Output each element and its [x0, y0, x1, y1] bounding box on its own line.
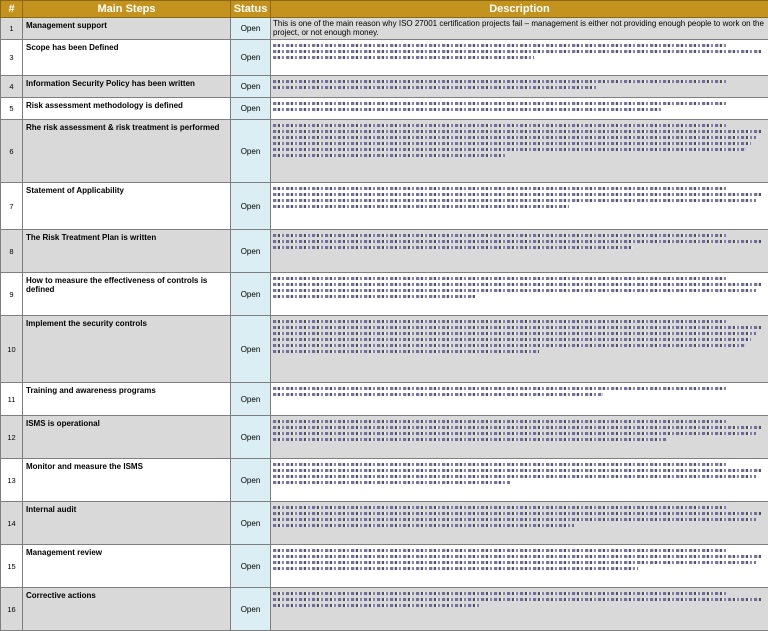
blurred-text-line [273, 518, 756, 521]
blurred-text-line [273, 604, 480, 607]
blurred-text-line [273, 561, 756, 564]
description-text: This is one of the main reason why ISO 27001 certification projects fail – management is either not providing enough people to work on the project, or not enough money. [273, 19, 764, 37]
row-number: 1 [1, 18, 23, 40]
blurred-text-line [273, 481, 510, 484]
blurred-text-line [273, 438, 667, 441]
blurred-text-line [273, 102, 727, 105]
table-row [1, 383, 768, 416]
row-number: 13 [1, 459, 23, 502]
row-number: 8 [1, 230, 23, 273]
description-cell [271, 383, 768, 416]
status-cell[interactable]: Open [231, 273, 271, 316]
main-step: Information Security Policy has been written [23, 76, 231, 98]
blurred-text-line [273, 350, 539, 353]
blurred-text-line [273, 136, 756, 139]
main-step: How to measure the effectiveness of controls is defined [23, 273, 231, 316]
description-cell [271, 416, 768, 459]
table-row [1, 40, 768, 76]
description-cell [271, 76, 768, 98]
row-number: 7 [1, 183, 23, 230]
blurred-text-line [273, 44, 727, 47]
table-row [1, 18, 768, 40]
table-row [1, 588, 768, 631]
blurred-text-line [273, 295, 475, 298]
row-number: 12 [1, 416, 23, 459]
blurred-text-line [273, 344, 746, 347]
blurred-text-line [273, 199, 756, 202]
main-step: Corrective actions [23, 588, 231, 631]
status-cell[interactable]: Open [231, 502, 271, 545]
description-cell [271, 120, 768, 183]
row-number: 16 [1, 588, 23, 631]
description-cell [271, 40, 768, 76]
blurred-text-line [273, 387, 727, 390]
blurred-text-line [273, 277, 727, 280]
table-row [1, 316, 768, 383]
blurred-text-line [273, 555, 761, 558]
blurred-text-line [273, 246, 633, 249]
blurred-text-line [273, 187, 727, 190]
status-cell[interactable]: Open [231, 416, 271, 459]
description-cell [271, 273, 768, 316]
main-step: Scope has been Defined [23, 40, 231, 76]
row-number: 9 [1, 273, 23, 316]
blurred-text-line [273, 598, 761, 601]
main-step: Implement the security controls [23, 316, 231, 383]
status-cell[interactable]: Open [231, 40, 271, 76]
status-cell[interactable]: Open [231, 76, 271, 98]
status-cell[interactable]: Open [231, 230, 271, 273]
row-number: 4 [1, 76, 23, 98]
row-number: 10 [1, 316, 23, 383]
header-description: Description [271, 1, 768, 18]
blurred-text-line [273, 124, 727, 127]
header-num: # [1, 1, 23, 18]
description-cell [271, 545, 768, 588]
main-step: Risk assessment methodology is defined [23, 98, 231, 120]
description-cell [271, 230, 768, 273]
description-cell [271, 316, 768, 383]
description-cell [271, 502, 768, 545]
blurred-text-line [273, 148, 746, 151]
blurred-text-line [273, 475, 756, 478]
description-cell [271, 98, 768, 120]
blurred-text-line [273, 512, 761, 515]
blurred-text-line [273, 289, 756, 292]
status-cell[interactable]: Open [231, 18, 271, 40]
main-step: The Risk Treatment Plan is written [23, 230, 231, 273]
blurred-text-line [273, 283, 761, 286]
blurred-text-line [273, 240, 761, 243]
main-step: Monitor and measure the ISMS [23, 459, 231, 502]
table-row [1, 76, 768, 98]
table-row [1, 183, 768, 230]
status-cell[interactable]: Open [231, 383, 271, 416]
table-row [1, 416, 768, 459]
blurred-text-line [273, 108, 662, 111]
table-row [1, 502, 768, 545]
blurred-text-line [273, 567, 638, 570]
status-cell[interactable]: Open [231, 98, 271, 120]
blurred-text-line [273, 193, 761, 196]
main-step: Statement of Applicability [23, 183, 231, 230]
header-main-steps: Main Steps [23, 1, 231, 18]
main-step: Internal audit [23, 502, 231, 545]
main-step: ISMS is operational [23, 416, 231, 459]
table-row [1, 230, 768, 273]
row-number: 6 [1, 120, 23, 183]
blurred-text-line [273, 506, 727, 509]
table-row [1, 545, 768, 588]
status-cell[interactable]: Open [231, 459, 271, 502]
row-number: 3 [1, 40, 23, 76]
blurred-text-line [273, 469, 761, 472]
blurred-text-line [273, 332, 756, 335]
main-step: Management review [23, 545, 231, 588]
table-row [1, 273, 768, 316]
main-step: Training and awareness programs [23, 383, 231, 416]
status-cell[interactable]: Open [231, 183, 271, 230]
row-number: 15 [1, 545, 23, 588]
blurred-text-line [273, 463, 727, 466]
description-cell [271, 18, 768, 40]
blurred-text-line [273, 524, 574, 527]
main-step: Management support [23, 18, 231, 40]
row-number: 5 [1, 98, 23, 120]
blurred-text-line [273, 234, 727, 237]
blurred-text-line [273, 50, 761, 53]
blurred-text-line [273, 130, 761, 133]
blurred-text-line [273, 205, 569, 208]
status-cell[interactable]: Open [231, 588, 271, 631]
blurred-text-line [273, 56, 534, 59]
blurred-text-line [273, 80, 727, 83]
blurred-text-line [273, 154, 505, 157]
row-number: 14 [1, 502, 23, 545]
blurred-text-line [273, 142, 751, 145]
status-cell[interactable]: Open [231, 120, 271, 183]
table-row [1, 459, 768, 502]
table-row [1, 120, 768, 183]
status-cell[interactable]: Open [231, 316, 271, 383]
header-row [1, 1, 768, 18]
blurred-text-line [273, 320, 727, 323]
blurred-text-line [273, 86, 598, 89]
blurred-text-line [273, 549, 727, 552]
description-cell [271, 588, 768, 631]
table-row [1, 98, 768, 120]
blurred-text-line [273, 426, 761, 429]
header-status: Status [231, 1, 271, 18]
blurred-text-line [273, 432, 756, 435]
status-cell[interactable]: Open [231, 545, 271, 588]
main-step: Rhe risk assessment & risk treatment is performed [23, 120, 231, 183]
description-cell [271, 459, 768, 502]
description-cell [271, 183, 768, 230]
blurred-text-line [273, 420, 727, 423]
blurred-text-line [273, 338, 751, 341]
row-number: 11 [1, 383, 23, 416]
blurred-text-line [273, 592, 727, 595]
blurred-text-line [273, 393, 603, 396]
blurred-text-line [273, 326, 761, 329]
